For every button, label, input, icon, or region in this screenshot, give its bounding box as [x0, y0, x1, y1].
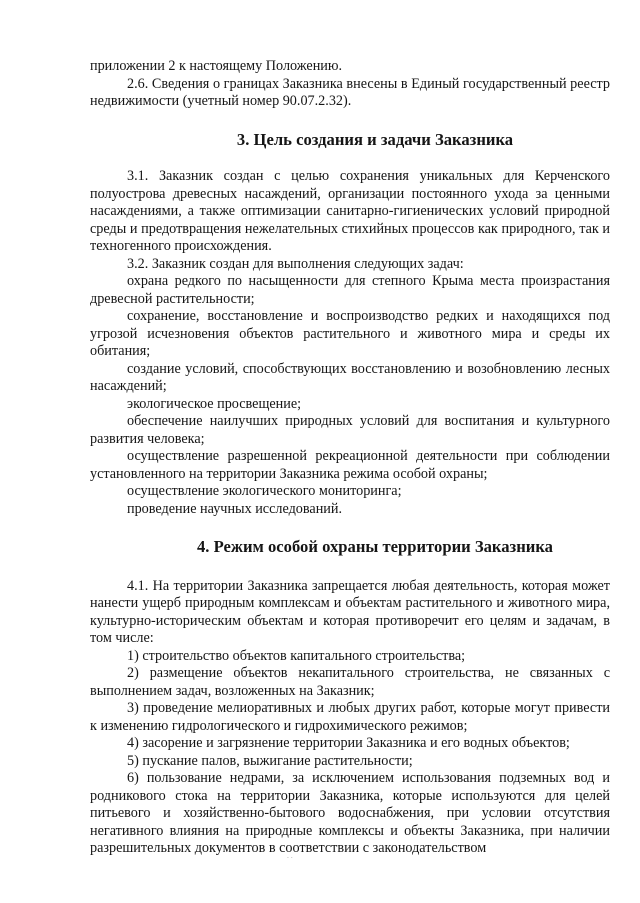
prohibition-item: 5) пускание палов, выжигание растительности; — [127, 752, 413, 769]
section-4-heading: 4. Режим особой охраны территории Заказника — [197, 537, 553, 556]
task-item: проведение научных исследований. — [127, 500, 343, 517]
prohibition-item: 3) проведение мелиоративных и любых других работ, которые могут привести к изменению гидрологического и гидрохимического режимов; — [90, 700, 610, 734]
prohibition-item: 1) строительство объектов капитального строительства; — [127, 647, 466, 664]
task-item: создание условий, способствующих восстановлению и возобновлению лесных насаждений; — [90, 360, 610, 394]
paragraph-3-2: 3.2. Заказник создан для выполнения следующих задач: — [127, 255, 464, 272]
paragraph-4-1: 4.1. На территории Заказника запрещается любая деятельность, которая может нанести ущерб природным комплексам и объектам растительного и животного мира, культурно-историческим объектам и которая противоречит его целям и задачам, в том числе: — [90, 577, 610, 646]
prohibition-item: 6) пользование недрами, за исключением использования подземных вод и родникового стока на территории Заказника, которые используются для целей питьевого и хозяйственно-бытового водоснабжения, при условии отсутствия негативного влияния на природные комплексы и объекты Заказника, при наличии разрешительных документов в соответствии с законодательством — [90, 770, 610, 856]
scan-speck: · · — [287, 855, 293, 862]
paragraph-3-1: 3.1. Заказник создан с целью сохранения уникальных для Керченского полуострова древесных насаждений, организации постоянного ухода за ценными насаждениями, а также оптимизации санитарно-гигиенических условий природной среды и предотвращения нежелательных стихийных процессов как природного, так и техногенного происхождения. — [90, 168, 610, 254]
task-item: сохранение, восстановление и воспроизводство редких и находящихся под угрозой исчезновения объектов растительного и животного мира и среды их обитания; — [90, 308, 610, 359]
task-item: охрана редкого по насыщенности для степного Крыма места произрастания древесной растительности; — [90, 273, 610, 307]
document-page — [90, 58, 610, 858]
task-item: осуществление экологического мониторинга; — [127, 483, 402, 499]
prohibition-item: 2) размещение объектов некапитального строительства, не связанных с выполнением задач, возложенных на Заказник; — [90, 665, 610, 699]
prohibition-item: 4) засорение и загрязнение территории Заказника и его водных объектов; — [127, 735, 570, 751]
task-item: экологическое просвещение; — [127, 395, 302, 412]
task-item: обеспечение наилучших природных условий для воспитания и культурного развития человека; — [90, 413, 610, 447]
paragraph-2-6: 2.6. Сведения о границах Заказника внесены в Единый государственный реестр недвижимости (учетный номер 90.07.2.32). — [90, 75, 610, 109]
continuation-line: приложении 2 к настоящему Положению. — [90, 58, 343, 74]
task-item: осуществление разрешенной рекреационной деятельности при соблюдении установленного на территории Заказника режима особой охраны; — [90, 448, 610, 482]
section-3-heading: 3. Цель создания и задачи Заказника — [236, 129, 514, 149]
